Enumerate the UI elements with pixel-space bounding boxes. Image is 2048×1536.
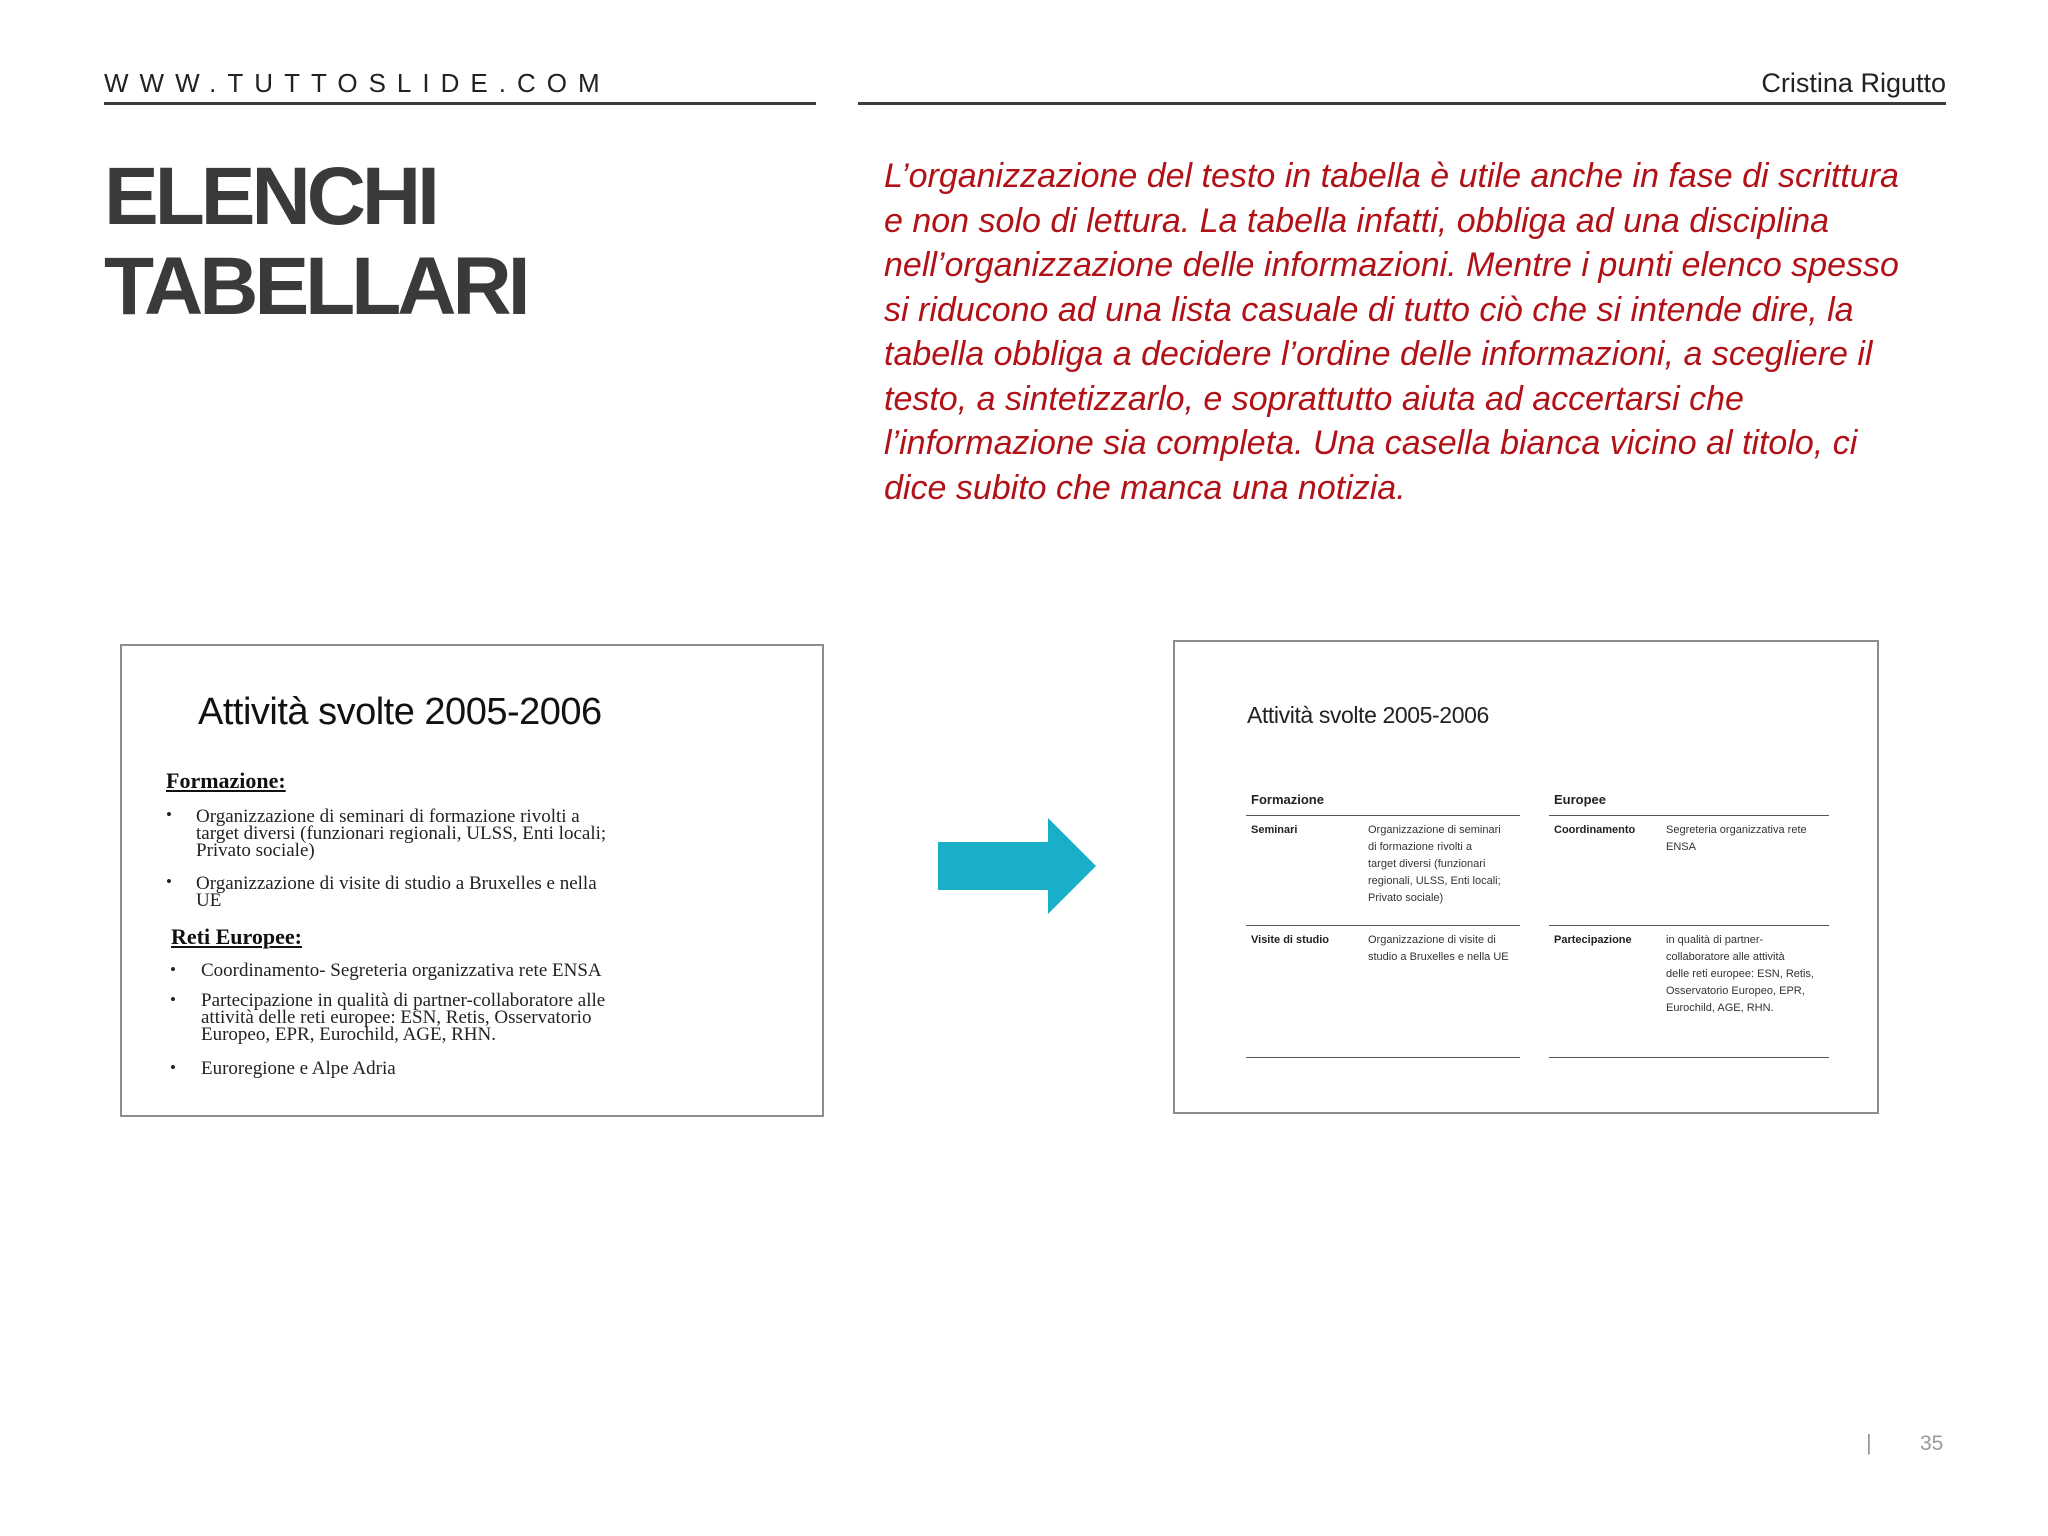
list-item (201, 962, 602, 979)
list-item-line: target diversi (funzionari regionali, ULSS, Enti locali; (196, 823, 607, 844)
table-rule (1549, 1057, 1829, 1058)
list-item (201, 992, 605, 1043)
slide-table (1173, 640, 1879, 1114)
slide-before-title: Attività svolte 2005-2006 (198, 691, 602, 733)
right-arrow-icon (938, 818, 1098, 914)
table-cell-line: Organizzazione di seminari (1368, 824, 1501, 836)
table-cell-line: Segreteria organizzativa rete (1666, 824, 1807, 836)
list-item-line: attività delle reti europee: ESN, Retis, Osservatorio (201, 1007, 592, 1028)
bullet: • (170, 990, 176, 1009)
table-column-heading: Europee (1554, 792, 1607, 807)
table-rule (1246, 925, 1520, 926)
table-cell-line: Privato sociale) (1368, 892, 1444, 904)
author-name: Cristina Rigutto (1761, 68, 1946, 98)
list-item (201, 1060, 396, 1077)
site-url: WWW.TUTTOSLIDE.COM (104, 68, 611, 98)
page-title (104, 152, 664, 332)
table-cell-line: studio a Bruxelles e nella UE (1368, 951, 1509, 963)
bullet: • (166, 805, 172, 824)
table-rule (1549, 925, 1829, 926)
table-cell (1666, 932, 1814, 1017)
table-cell-line: ENSA (1666, 841, 1696, 853)
table-cell-line: di formazione rivolti a (1368, 841, 1472, 853)
table-cell (1368, 822, 1501, 907)
page-number: 35 (1920, 1432, 1944, 1455)
bullet: • (170, 960, 176, 979)
table-cell-line: collaboratore alle attività (1666, 951, 1785, 963)
page-title-line1: ELENCHI (104, 151, 436, 242)
right-arrow-shape (938, 818, 1096, 914)
table-rule (1246, 1057, 1520, 1058)
explanation-text: L’organizzazione del testo in tabella è utile anche in fase di scrittura e non solo di lettura. La tabella infatti, obbliga ad una disciplina nell’organizzazione delle informazioni. Mentre i punti elenco spesso si riducono ad una lista casuale di tutto ciò che si intende dire, la tabella obbliga a decidere l’ordine delle informazioni, a scegliere il testo, a sintetizzarlo, e soprattutto aiuta ad accertarsi che l’informazione sia completa. Una casella bianca vicino al titolo, ci dice subito che manca una notizia. (884, 157, 1899, 507)
header-rule-right (858, 102, 1946, 105)
table-row-label: Seminari (1251, 824, 1298, 836)
list-item-line: Europeo, EPR, Eurochild, AGE, RHN. (201, 1024, 497, 1045)
list-item-line: Partecipazione in qualità di partner-collaboratore alle (201, 990, 606, 1011)
list-item-line: Coordinamento- Segreteria organizzativa rete ENSA (201, 960, 602, 981)
list-item-line: Organizzazione di seminari di formazione rivolti a (196, 806, 580, 827)
page-separator: | (1866, 1430, 1872, 1455)
slide-after-title: Attività svolte 2005-2006 (1247, 702, 1489, 728)
list-item-line: UE (196, 890, 222, 911)
list-item-line: Euroregione e Alpe Adria (201, 1058, 396, 1079)
table-row-label: Visite di studio (1251, 934, 1330, 946)
table-cell-line: Osservatorio Europeo, EPR, (1666, 985, 1805, 997)
list-item (196, 875, 597, 909)
table-cell-line: Eurochild, AGE, RHN. (1666, 1002, 1774, 1014)
table-row-label: Partecipazione (1554, 934, 1632, 946)
table-rule (1246, 815, 1520, 816)
table-cell (1368, 932, 1509, 966)
section-heading-reti-europee: Reti Europee: (171, 924, 302, 949)
table-rule (1549, 815, 1829, 816)
list-item (196, 808, 606, 859)
slide-bulleted-list (120, 644, 824, 1117)
table-cell (1666, 822, 1807, 856)
table-cell-line: target diversi (funzionari (1368, 858, 1486, 870)
page-title-line2: TABELLARI (104, 241, 527, 332)
table-row-label: Coordinamento (1554, 824, 1636, 836)
bullet: • (170, 1058, 176, 1077)
section-heading-formazione: Formazione: (166, 768, 286, 793)
header-rule-left (104, 102, 816, 105)
list-item-line: Organizzazione di visite di studio a Bruxelles e nella (196, 873, 597, 894)
table-cell-line: in qualità di partner- (1666, 934, 1764, 946)
table-cell-line: Organizzazione di visite di (1368, 934, 1496, 946)
table-column-heading: Formazione (1251, 792, 1324, 807)
table-cell-line: delle reti europee: ESN, Retis, (1666, 968, 1814, 980)
list-item-line: Privato sociale) (196, 840, 315, 861)
table-cell-line: regionali, ULSS, Enti locali; (1368, 875, 1501, 887)
bullet: • (166, 872, 172, 891)
